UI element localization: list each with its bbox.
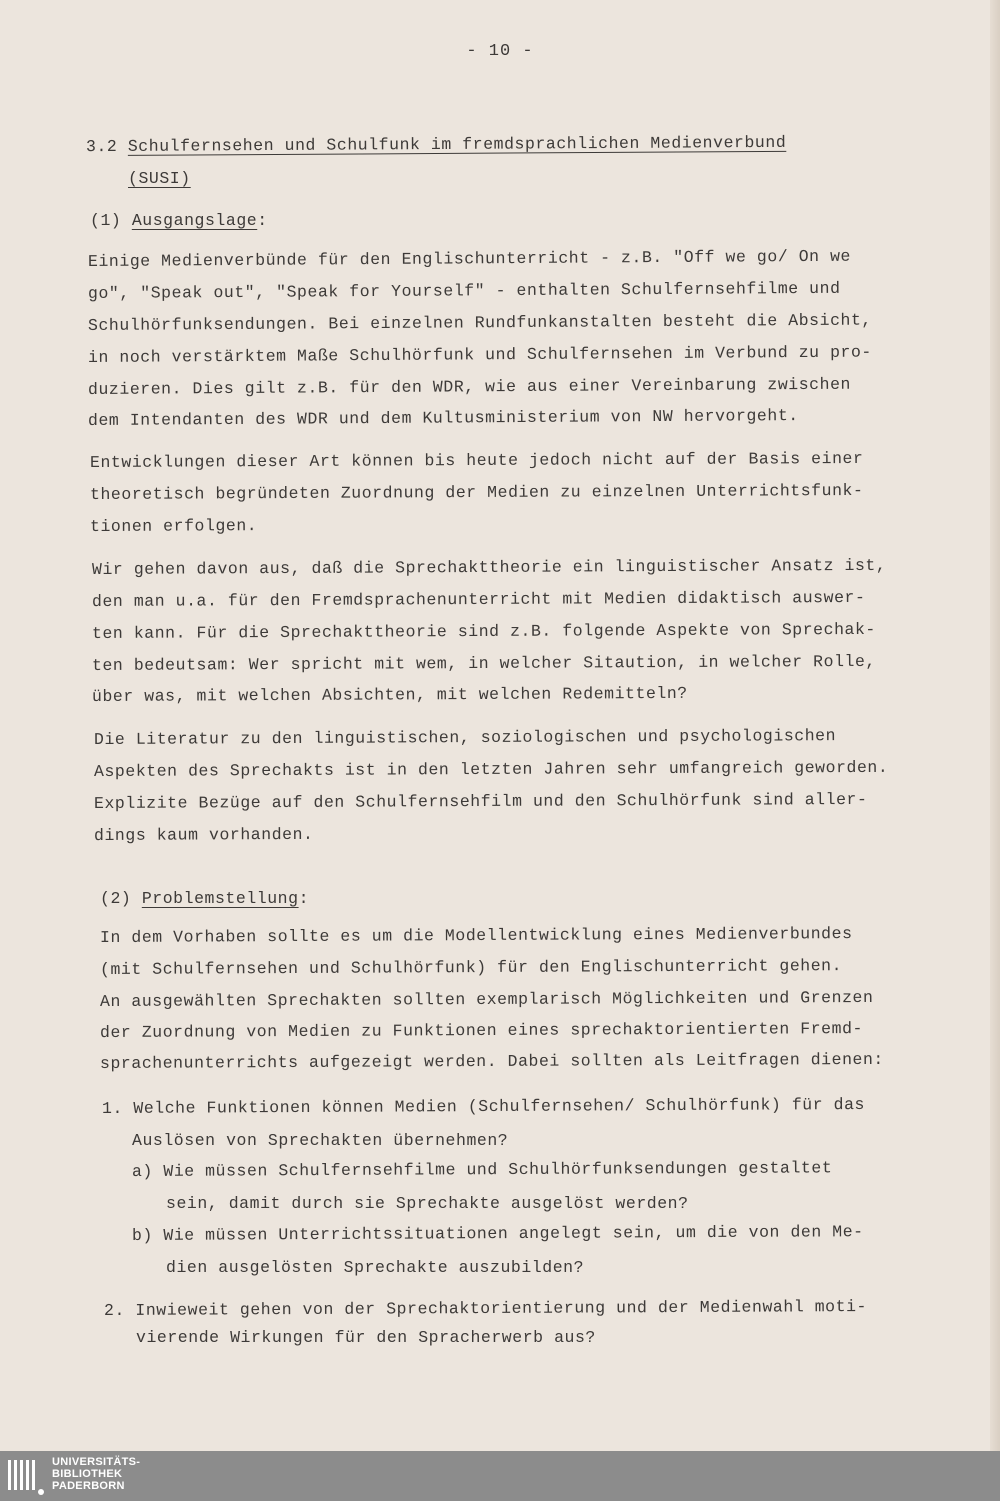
- s1p2-line: theoretisch begründeten Zuordnung der Medien zu einzelnen Unterrichtsfunk-: [89, 480, 864, 504]
- page-edge-shadow: [990, 0, 1000, 1451]
- heading-title-line1: Schulfernsehen und Schulfunk im fremdsprachlichen Medienverbund: [127, 132, 787, 156]
- heading-title-line2: (SUSI): [128, 169, 191, 188]
- section2-label: (2): [100, 889, 132, 908]
- s2p1-line: der Zuordnung von Medien zu Funktionen eines sprechaktorientierten Fremd-: [99, 1019, 864, 1042]
- logo-line: BIBLIOTHEK: [52, 1468, 123, 1480]
- question2-line: vierende Wirkungen für den Spracherwerb aus?: [136, 1328, 596, 1347]
- question1a-line: a) Wie müssen Schulfernsehfilme und Schulhörfunksendungen gestaltet: [131, 1158, 833, 1181]
- question1a-line: sein, damit durch sie Sprechakte ausgelöst werden?: [166, 1194, 689, 1213]
- s1p2-line: tionen erfolgen.: [89, 516, 258, 536]
- s1p3-line: ten kann. Für die Sprechakttheorie sind z.B. folgende Aspekte von Sprechak-: [91, 619, 876, 643]
- s1p3-line: ten bedeutsam: Wer spricht mit wem, in welcher Sitaution, in welcher Rolle,: [91, 651, 876, 675]
- section-heading: [86, 132, 786, 158]
- s1p3-line: über was, mit welchen Absichten, mit welchen Redemitteln?: [91, 683, 688, 706]
- section2-header: [100, 888, 309, 910]
- heading-number: 3.2: [85, 136, 118, 157]
- section2-colon: :: [298, 889, 310, 908]
- s1p4-line: Die Literatur zu den linguistischen, soziologischen und psychologischen: [93, 726, 837, 749]
- page-number: - 10 -: [466, 42, 534, 61]
- s1p4-line: dings kaum vorhanden.: [93, 824, 314, 845]
- section1-header: [90, 210, 268, 232]
- university-library-logo-icon: [6, 1456, 46, 1496]
- s2p1-line: (mit Schulfernsehen und Schulhörfunk) für den Englischunterricht gehen.: [99, 956, 843, 979]
- s1p4-line: Explizite Bezüge auf den Schulfernsehfilm und den Schulhörfunk sind aller-: [93, 789, 868, 813]
- question1-line: Auslösen von Sprechakten übernehmen?: [132, 1131, 509, 1150]
- s1p1-line: Schulhörfunksendungen. Bei einzelnen Rundfunkanstalten besteht die Absicht,: [87, 310, 872, 335]
- section1-label: (1): [90, 211, 122, 230]
- s1p3-line: den man u.a. für den Fremdsprachenunterricht mit Medien didaktisch auswer-: [91, 587, 866, 611]
- question1b-line: dien ausgelösten Sprechakte auszubilden?: [166, 1258, 585, 1277]
- heading-title-line2-row: [128, 168, 191, 190]
- section2-title: Problemstellung: [141, 889, 299, 908]
- logo-line: UNIVERSITÄTS-: [52, 1456, 141, 1468]
- s1p1-line: go", "Speak out", "Speak for Yourself" - enthalten Schulfernsehfilme und: [87, 278, 841, 303]
- s1p2-line: Entwicklungen dieser Art können bis heute jedoch nicht auf der Basis einer: [89, 448, 864, 472]
- s1p4-line: Aspekten des Sprechakts ist in den letzten Jahren sehr umfangreich geworden.: [93, 757, 889, 781]
- section1-title: Ausgangslage: [131, 211, 258, 230]
- s1p1-line: dem Intendanten des WDR und dem Kultusministerium von NW hervorgeht.: [87, 406, 799, 430]
- question2-line: 2. Inwieweit gehen von der Sprechaktorientierung und der Medienwahl moti-: [103, 1297, 868, 1320]
- logo-line: PADERBORN: [52, 1480, 125, 1492]
- s1p3-line: Wir gehen davon aus, daß die Sprechakttheorie ein linguistischer Ansatz ist,: [91, 555, 887, 579]
- section1-colon: :: [257, 211, 268, 230]
- s2p1-line: sprachenunterrichts aufgezeigt werden. Dabei sollten als Leitfragen dienen:: [99, 1049, 884, 1073]
- s2p1-line: In dem Vorhaben sollte es um die Modellentwicklung eines Medienverbundes: [99, 924, 853, 947]
- s1p1-line: duzieren. Dies gilt z.B. für den WDR, wie aus einer Vereinbarung zwischen: [87, 374, 852, 399]
- library-footer: [0, 1451, 1000, 1501]
- s1p1-line: in noch verstärktem Maße Schulhörfunk und Schulfernsehen im Verbund zu pro-: [87, 342, 872, 367]
- question1b-line: b) Wie müssen Unterrichtssituationen angelegt sein, um die von den Me-: [131, 1222, 864, 1245]
- s2p1-line: An ausgewählten Sprechakten sollten exemplarisch Möglichkeiten und Grenzen: [99, 987, 874, 1011]
- question1-line: 1. Welche Funktionen können Medien (Schulfernsehen/ Schulhörfunk) für das: [101, 1095, 866, 1118]
- s1p1-line: Einige Medienverbünde für den Englischunterricht - z.B. "Off we go/ On we: [87, 246, 852, 271]
- library-logo-text: [52, 1456, 140, 1492]
